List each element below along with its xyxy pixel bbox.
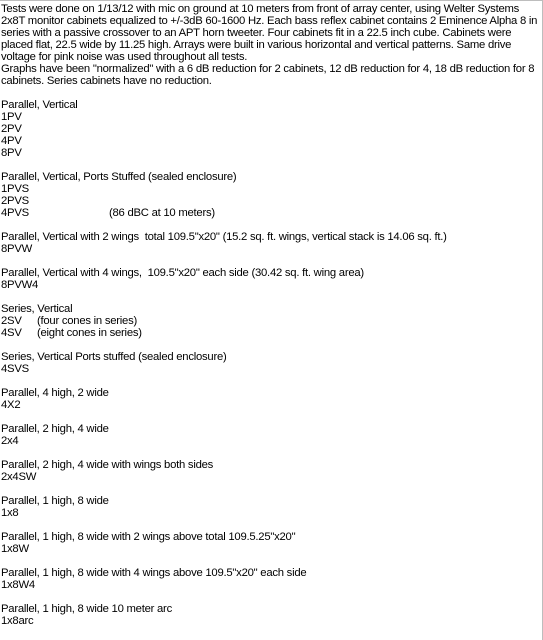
test-code-link[interactable]: 4X2 xyxy=(1,399,21,411)
test-code-row xyxy=(1,207,539,219)
section-heading: Parallel, Vertical with 2 wings total 109.5"x20" (15.2 sq. ft. wings, vertical stack is 14.06 sq. ft.) xyxy=(1,231,447,243)
section-heading: Series, Vertical xyxy=(1,303,73,315)
spacer xyxy=(1,519,539,531)
test-code-link[interactable]: 8PVW xyxy=(1,243,33,255)
test-code-link[interactable]: 4SVS xyxy=(1,363,29,375)
test-code-link[interactable]: 1x8W4 xyxy=(1,579,35,591)
spacer xyxy=(1,87,539,99)
test-code-link[interactable]: 4PV xyxy=(1,135,22,147)
test-code-link[interactable]: 2SV xyxy=(1,315,22,327)
section-heading: Series, Vertical Ports stuffed (sealed enclosure) xyxy=(1,351,227,363)
spacer xyxy=(1,447,539,459)
section-heading: Parallel, Vertical with 4 wings, 109.5"x20" each side (30.42 sq. ft. wing area) xyxy=(1,267,364,279)
test-code-link[interactable]: 1x8W xyxy=(1,543,29,555)
test-code-link[interactable]: 2x4SW xyxy=(1,471,37,483)
section-heading: Parallel, 1 high, 8 wide with 4 wings above 109.5"x20" each side xyxy=(1,567,307,579)
test-code-link[interactable]: 1PVS xyxy=(1,183,29,195)
spacer xyxy=(1,339,539,351)
section-heading: Parallel, 2 high, 4 wide with wings both sides xyxy=(1,459,214,471)
section-1-high-8-wide-4-wings xyxy=(1,567,539,591)
test-code-link[interactable]: 2PV xyxy=(1,123,22,135)
spacer xyxy=(1,411,539,423)
test-code-link[interactable]: 8PVW4 xyxy=(1,279,39,291)
test-code-link[interactable]: 1x8arc xyxy=(1,615,34,627)
section-2-high-4-wide-wings xyxy=(1,459,539,483)
section-heading: Parallel, 1 high, 8 wide xyxy=(1,495,109,507)
test-code-link[interactable]: 4PVS xyxy=(1,207,29,219)
section-2-high-4-wide xyxy=(1,423,539,447)
section-heading: Parallel, 1 high, 8 wide with 2 wings above total 109.5.25"x20" xyxy=(1,531,296,543)
document-body xyxy=(1,3,539,627)
spacer xyxy=(1,483,539,495)
spacer xyxy=(1,591,539,603)
test-code-link[interactable]: 1x8 xyxy=(1,507,19,519)
spacer xyxy=(1,375,539,387)
spacer xyxy=(1,291,539,303)
section-1-high-8-wide-2-wings xyxy=(1,531,539,555)
test-code-link[interactable]: 2PVS xyxy=(1,195,29,207)
section-parallel-vertical-4-wings xyxy=(1,267,539,291)
test-code-link[interactable]: 1PV xyxy=(1,111,22,123)
spacer xyxy=(1,159,539,171)
spacer xyxy=(1,219,539,231)
page-top-border xyxy=(0,0,542,1)
section-1-high-8-wide-arc xyxy=(1,603,539,627)
test-note: (four cones in series) xyxy=(37,315,137,327)
test-code-link[interactable]: 2x4 xyxy=(1,435,19,447)
test-note: (86 dBC at 10 meters) xyxy=(109,207,215,219)
section-heading: Parallel, 1 high, 8 wide 10 meter arc xyxy=(1,603,172,615)
section-series-vertical xyxy=(1,303,539,339)
section-heading: Parallel, Vertical, Ports Stuffed (sealed enclosure) xyxy=(1,171,237,183)
section-parallel-vertical xyxy=(1,99,539,159)
normalization-note: Graphs have been "normalized" with a 6 dB reduction for 2 cabinets, 12 dB reduction for 4, 18 dB reduction for 8 cabinets. Series cabinets have no reduction. xyxy=(1,63,535,87)
test-code-row xyxy=(1,315,539,327)
section-heading: Parallel, Vertical xyxy=(1,99,78,111)
section-1-high-8-wide xyxy=(1,495,539,519)
spacer xyxy=(1,255,539,267)
section-parallel-vertical-2-wings xyxy=(1,231,539,255)
section-parallel-vertical-ports-stuffed xyxy=(1,171,539,219)
spacer xyxy=(1,555,539,567)
test-code-row xyxy=(1,327,539,339)
test-code-link[interactable]: 4SV xyxy=(1,327,22,339)
section-series-vertical-ports-stuffed xyxy=(1,351,539,375)
section-heading: Parallel, 2 high, 4 wide xyxy=(1,423,109,435)
test-note: (eight cones in series) xyxy=(37,327,142,339)
section-4-high-2-wide xyxy=(1,387,539,411)
section-heading: Parallel, 4 high, 2 wide xyxy=(1,387,109,399)
test-code-link[interactable]: 8PV xyxy=(1,147,22,159)
intro-paragraph: Tests were done on 1/13/12 with mic on ground at 10 meters from front of array center, using Welter Systems 2x8T monitor cabinets equalized to +/-3dB 60-1600 Hz. Each bass reflex cabinet contains 2 Eminence Alpha 8 in series with a passive crossover to an APT horn tweeter. Four cabinets fit in a 22.5 inch cube. Cabinets were placed flat, 22.5 wide by 11.25 high. Arrays were built in various horizontal and vertical patterns. Same drive voltage for pink noise was used throughout all tests. xyxy=(1,3,538,63)
